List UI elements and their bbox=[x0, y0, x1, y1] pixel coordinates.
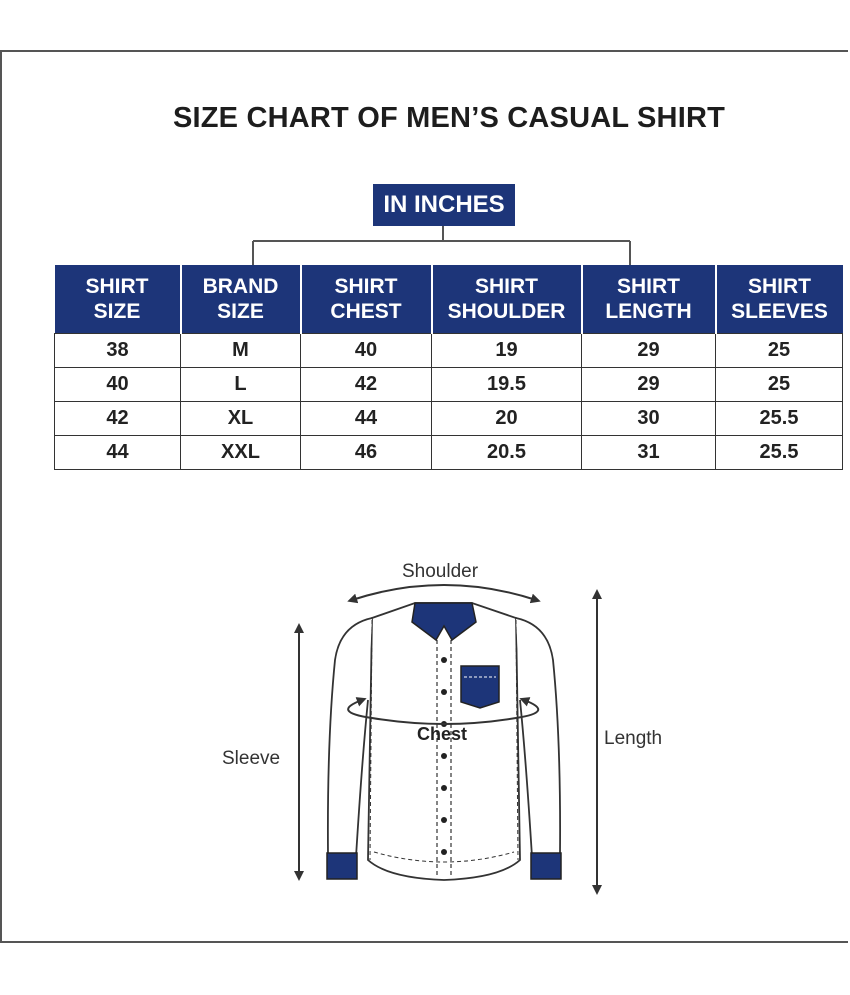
table-cell: 46 bbox=[301, 436, 432, 470]
right-cuff-icon bbox=[531, 853, 561, 879]
chest-label: Chest bbox=[417, 724, 468, 744]
table-cell: 31 bbox=[582, 436, 716, 470]
table-cell: M bbox=[181, 334, 301, 368]
table-cell: 38 bbox=[55, 334, 181, 368]
shoulder-label: Shoulder bbox=[402, 561, 479, 582]
header-shirt-shoulder: SHIRT SHOULDER bbox=[432, 265, 582, 334]
unit-badge: IN INCHES bbox=[373, 184, 515, 226]
left-cuff-icon bbox=[327, 853, 357, 879]
pocket-icon bbox=[461, 666, 499, 708]
table-cell: 25.5 bbox=[716, 402, 843, 436]
page-title: SIZE CHART OF MEN’S CASUAL SHIRT bbox=[172, 102, 726, 134]
table-cell: 25.5 bbox=[716, 436, 843, 470]
shoulder-arrow-icon bbox=[352, 585, 536, 600]
table-cell: 30 bbox=[582, 402, 716, 436]
table-cell: 40 bbox=[301, 334, 432, 368]
header-shirt-sleeves: SHIRT SLEEVES bbox=[716, 265, 843, 334]
table-cell: 20 bbox=[432, 402, 582, 436]
table-cell: 40 bbox=[55, 368, 181, 402]
table-cell: 20.5 bbox=[432, 436, 582, 470]
table-cell: 25 bbox=[716, 334, 843, 368]
table-cell: 29 bbox=[582, 334, 716, 368]
table-cell: 44 bbox=[301, 402, 432, 436]
table-cell: XL bbox=[181, 402, 301, 436]
header-brand-size: BRAND SIZE bbox=[181, 265, 301, 334]
sleeve-label: Sleeve bbox=[222, 748, 281, 769]
table-cell: 19.5 bbox=[432, 368, 582, 402]
header-shirt-size: SHIRT SIZE bbox=[55, 265, 181, 334]
length-label: Length bbox=[604, 728, 663, 749]
table-cell: 19 bbox=[432, 334, 582, 368]
table-cell: 44 bbox=[55, 436, 181, 470]
table-cell: 29 bbox=[582, 368, 716, 402]
header-shirt-chest: SHIRT CHEST bbox=[301, 265, 432, 334]
table-cell: XXL bbox=[181, 436, 301, 470]
table-cell: 42 bbox=[55, 402, 181, 436]
header-shirt-length: SHIRT LENGTH bbox=[582, 265, 716, 334]
table-cell: 42 bbox=[301, 368, 432, 402]
table-cell: L bbox=[181, 368, 301, 402]
table-cell: 25 bbox=[716, 368, 843, 402]
